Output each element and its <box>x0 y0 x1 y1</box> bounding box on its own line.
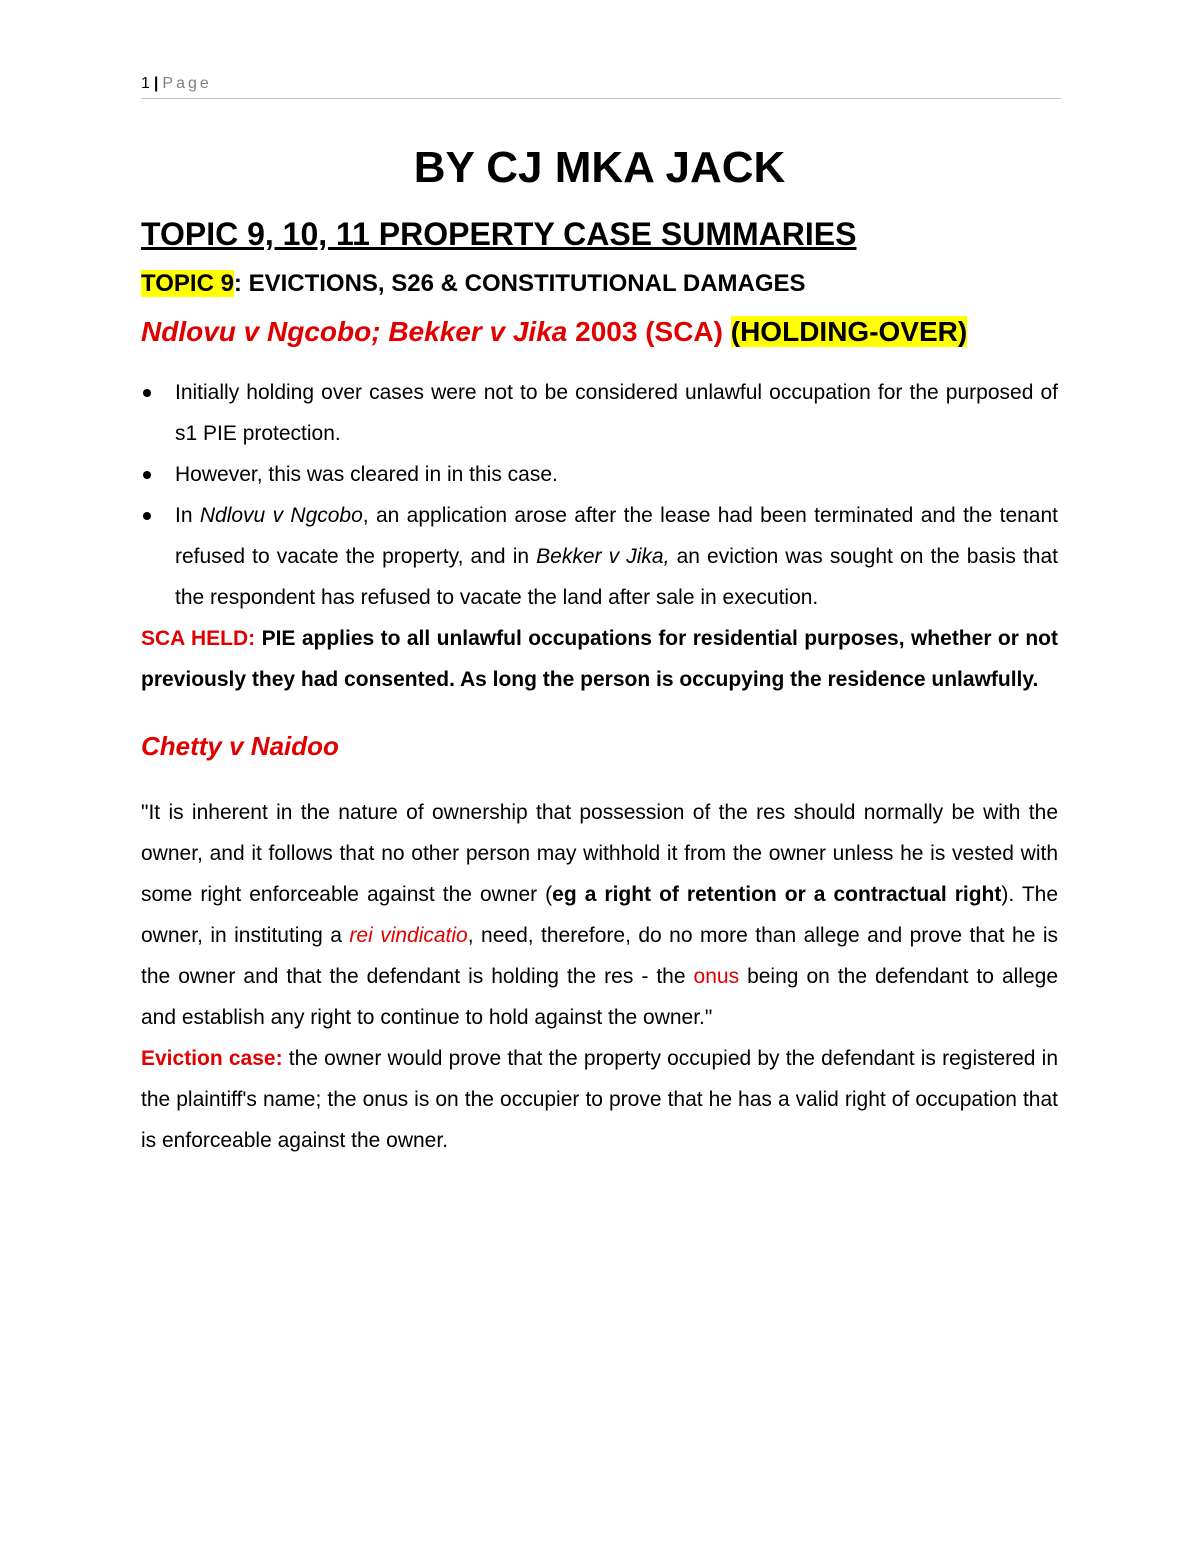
quote-part-1: "It is inherent in the nature of ownership that possession of the res should normally be with the owner, and it follows that no other person may withhold it from the owner unless he is vested with some right enforceable against the owner ( <box>141 801 1058 906</box>
case-ref-ndlovu: Ndlovu v Ngcobo <box>199 504 363 527</box>
onus-term: onus <box>693 965 740 988</box>
page-word: Page <box>162 75 212 92</box>
held-text: PIE applies to all unlawful occupations for residential purposes, whether or not previously they had consented. As long the person is occupying the residence unlawfully. <box>141 627 1058 691</box>
bullet-icon <box>143 471 151 479</box>
bullet-list <box>141 372 1058 618</box>
topic-title: : EVICTIONS, S26 & CONSTITUTIONAL DAMAGES <box>233 270 806 297</box>
case-tag: (HOLDING-OVER) <box>730 316 968 347</box>
list-item <box>141 495 1058 618</box>
bullet-text: However, this was cleared in in this case. <box>175 463 558 486</box>
case-name: Ndlovu v Ngcobo; Bekker v Jika <box>141 316 568 347</box>
eviction-label: Eviction case: <box>141 1047 283 1070</box>
page-header <box>141 74 1061 99</box>
bullet-pre: In <box>175 504 200 527</box>
case-ref-bekker: Bekker v Jika, <box>536 545 670 568</box>
document-subtitle: TOPIC 9, 10, 11 PROPERTY CASE SUMMARIES <box>141 216 857 252</box>
quote-part-3: , need, therefore, do no more than allege and prove that he is the owner and that the defendant is holding the res - the <box>141 924 1058 988</box>
page-separator: | <box>153 75 159 92</box>
topic-heading <box>141 266 1058 302</box>
bullet-icon <box>143 512 151 520</box>
quote-part-4: being on the defendant to allege and establish any right to continue to hold against the owner." <box>141 965 1058 1029</box>
held-label: SCA HELD: <box>141 627 256 650</box>
list-item <box>141 372 1058 454</box>
eviction-text: the owner would prove that the property occupied by the defendant is registered in the plaintiff's name; the onus is on the occupier to prove that he has a valid right of occupation that is enforceable against the owner. <box>141 1047 1059 1152</box>
quote-bold: eg a right of retention or a contractual right <box>552 883 1002 906</box>
case-citation: 2003 (SCA) <box>567 316 731 347</box>
document-body <box>141 136 1058 1161</box>
bullet-text: Initially holding over cases were not to be considered unlawful occupation for the purposed of s1 PIE protection. <box>175 381 1058 445</box>
case-heading-chetty: Chetty v Naidoo <box>141 731 339 761</box>
bullet-mid: , an application arose after the lease had been terminated and the tenant refused to vacate the property, and in <box>175 504 1058 568</box>
rei-vindicatio-term: rei vindicatio <box>349 924 468 947</box>
page-number: 1 <box>141 75 150 92</box>
topic-label: TOPIC 9 <box>141 270 234 297</box>
bullet-icon <box>143 389 151 397</box>
document-title: BY CJ MKA JACK <box>413 143 786 192</box>
case-heading-ndlovu <box>141 312 1058 352</box>
eviction-paragraph <box>141 1038 1058 1161</box>
held-paragraph <box>141 618 1058 700</box>
quote-part-2: ). The owner, in instituting a <box>141 883 1059 947</box>
quote-paragraph <box>141 792 1058 1038</box>
list-item <box>141 454 1058 495</box>
bullet-post: an eviction was sought on the basis that the respondent has refused to vacate the land after sale in execution. <box>175 545 1058 609</box>
